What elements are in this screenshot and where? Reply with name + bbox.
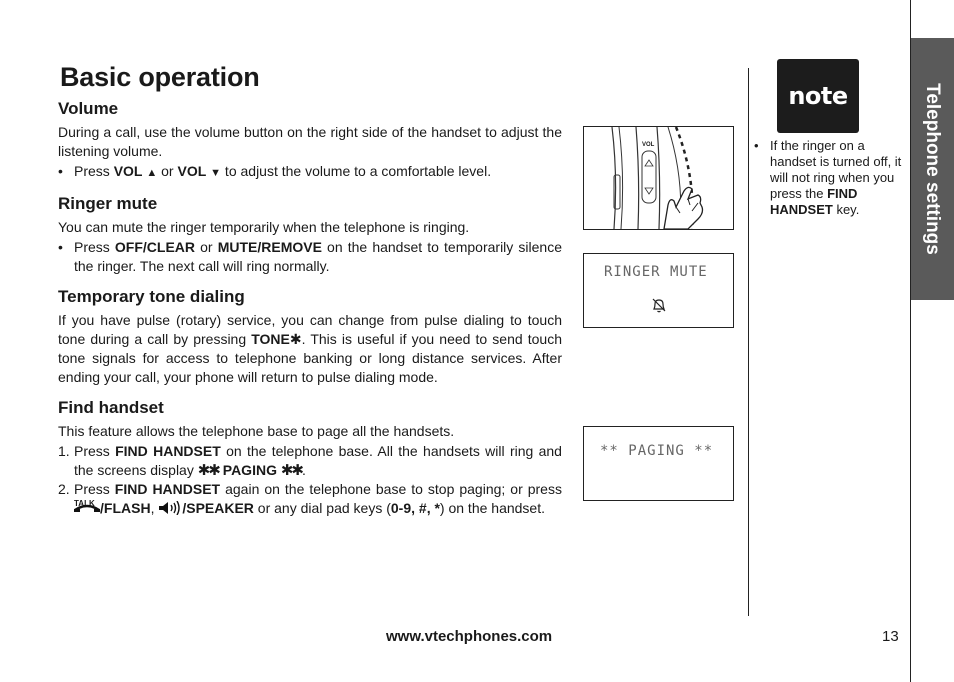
volume-down-icon: ▼	[210, 167, 222, 179]
note-text	[754, 138, 904, 218]
volume-heading: Volume	[58, 99, 119, 118]
find-handset-key: FIND HANDSET	[114, 481, 221, 497]
mute-remove-key: MUTE/REMOVE	[217, 239, 322, 255]
star-icon: ✱	[289, 331, 302, 347]
list-item: • Press VOL ▲ or VOL ▼ to adjust the volume to a comfortable level.	[58, 163, 492, 179]
section-tone-dialing	[58, 286, 562, 387]
star-icon: ✱✱	[197, 462, 219, 479]
bell-muted-icon	[650, 296, 668, 314]
ringer-paragraph: You can mute the ringer temporarily when the telephone is ringing.	[58, 219, 470, 235]
star-icon: ✱✱	[280, 462, 302, 479]
vol-key: VOL	[177, 163, 207, 179]
tone-heading: Temporary tone dialing	[58, 287, 245, 306]
list-item: 2. Press FIND HANDSET again on the telephone base to stop paging; or press TALK /FLASH, /SPEAKER or any dial pad keys (0-9, #, *) on the handset.	[58, 481, 562, 516]
list-item: • Press OFF/CLEAR or MUTE/REMOVE on the handset to temporarily silence the ringer. The next call will ring normally.	[58, 239, 562, 274]
section-find-handset	[58, 397, 562, 518]
tone-paragraph: If you have pulse (rotary) service, you can change from pulse dialing to touch tone during a call by pressing TONE✱. This is useful if you need to send touch tone signals for access to telephone banking or long distance services. After ending your call, your phone will return to pulse dialing mode.	[58, 312, 563, 385]
find-steps	[58, 442, 562, 518]
ringer-list	[58, 238, 562, 276]
find-handset-key: FIND HANDSET	[770, 186, 858, 217]
dial-pad-keys: 0-9, #, *	[390, 500, 440, 516]
volume-up-icon: ▲	[146, 167, 158, 179]
list-item: • If the ringer on a handset is turned off, it will not ring when you press the FIND HANDSET key.	[754, 138, 902, 217]
list-item: 1. Press FIND HANDSET on the telephone base. All the handsets will ring and the screens display ✱✱ PAGING ✱✱.	[58, 443, 562, 479]
volume-list	[58, 162, 562, 183]
note-badge: note	[777, 59, 859, 133]
off-clear-key: OFF/CLEAR	[114, 239, 196, 255]
vol-label: VOL	[642, 142, 655, 148]
talk-icon: TALK	[74, 500, 100, 514]
ringer-heading: Ringer mute	[58, 194, 158, 213]
section-tab-label: Telephone settings	[922, 83, 943, 255]
tone-key: TONE	[251, 331, 290, 347]
speaker-icon	[158, 500, 182, 516]
ringer-mute-screen	[583, 253, 734, 328]
lcd-text: ** PAGING **	[600, 443, 714, 459]
find-paragraph: This feature allows the telephone base to page all the handsets.	[58, 423, 455, 439]
section-ringer-mute	[58, 193, 562, 276]
page-title: Basic operation	[60, 62, 260, 92]
vol-key: VOL	[113, 163, 143, 179]
lcd-text: RINGER MUTE	[604, 264, 708, 280]
column-divider	[748, 68, 749, 616]
paging-screen	[583, 426, 734, 501]
find-heading: Find handset	[58, 398, 164, 417]
main-content	[58, 98, 562, 528]
handset-side-illustration	[583, 126, 734, 230]
find-handset-key: FIND HANDSET	[115, 443, 221, 459]
page-number: 13	[882, 628, 899, 645]
volume-paragraph: During a call, use the volume button on the right side of the handset to adjust the listening volume.	[58, 124, 562, 159]
section-volume	[58, 98, 562, 183]
footer-url: www.vtechphones.com	[386, 628, 553, 645]
